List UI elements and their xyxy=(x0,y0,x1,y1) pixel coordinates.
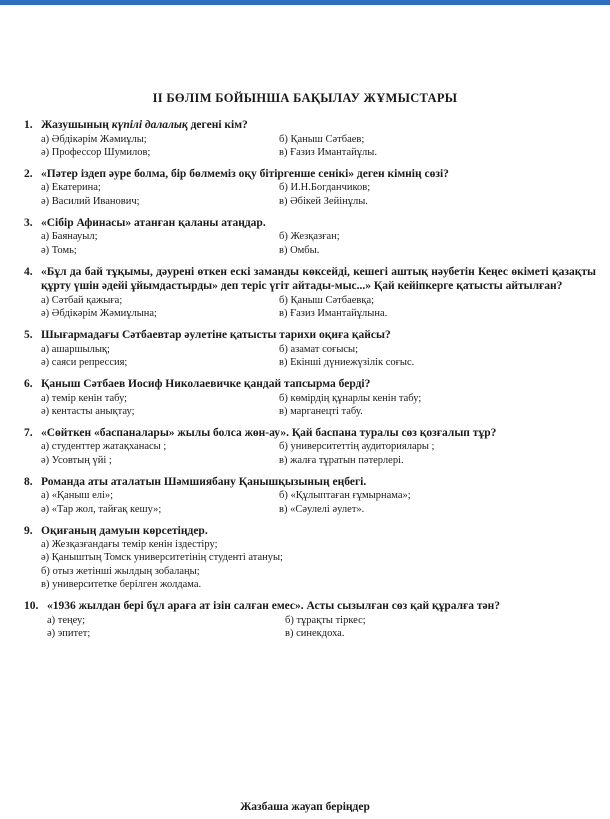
top-accent-bar xyxy=(0,0,610,5)
answer-option: б) отыз жетінші жылдың зобалаңы; xyxy=(41,565,200,577)
question-heading xyxy=(24,599,596,614)
answer-option: в) «Сәулелі әулет». xyxy=(279,503,365,515)
question-number: 4. xyxy=(24,265,33,278)
question-8 xyxy=(24,475,596,516)
answer-option: в) Әбікей Зейінұлы. xyxy=(279,195,368,207)
answer-option: в) Ғазиз Имантайұлы. xyxy=(279,146,377,158)
answer-option: а) Екатерина; xyxy=(41,182,101,194)
question-heading xyxy=(24,426,596,441)
question-text xyxy=(41,118,596,133)
answer-option: б) тұрақты тіркес; xyxy=(285,614,366,626)
question-text: «1936 жылдан бері бұл араға ат ізін салған емес». Асты сызылған сөз қай құралға тән? xyxy=(47,600,501,613)
answer-options xyxy=(24,614,596,640)
question-text: «Сөйткен «баспаналары» жылы болса жөн-ау». Қай баспана туралы сөз қозғалып тұр? xyxy=(41,426,497,439)
answer-option: б) көмірдің құнарлы кенін табу; xyxy=(279,392,422,404)
question-heading xyxy=(24,328,596,343)
answer-option: в) университетке берілген жолдама. xyxy=(41,578,202,590)
answer-option: ә) Қаныштың Томск университетінің студенті атануы; xyxy=(41,552,283,564)
question-number: 3. xyxy=(24,216,33,229)
question-number: 8. xyxy=(24,475,33,488)
answer-options xyxy=(24,538,596,591)
answer-option: б) азамат соғысы; xyxy=(279,343,359,355)
question-text: Шығармадағы Сәтбаевтар әулетіне қатысты тарихи оқиға қайсы? xyxy=(41,329,391,342)
answer-options xyxy=(24,230,596,256)
answer-option: ә) «Тар жол, тайғақ кешу»; xyxy=(41,503,162,515)
answer-options xyxy=(24,489,596,515)
question-number: 10. xyxy=(24,600,39,613)
question-heading xyxy=(24,167,596,182)
question-4 xyxy=(24,265,596,320)
answer-options xyxy=(24,440,596,466)
answer-option: ә) Усовтың үйі ; xyxy=(41,454,112,466)
answer-option: а) ашаршылық; xyxy=(41,343,110,355)
answer-option: в) марганецті табу. xyxy=(279,405,363,417)
question-3 xyxy=(24,216,596,257)
answer-option: б) Жезқазған; xyxy=(279,231,340,243)
question-number: 9. xyxy=(24,524,33,537)
question-number: 5. xyxy=(24,329,33,342)
answer-option: в) Омбы. xyxy=(279,244,320,256)
answer-option: в) Ғазиз Имантайұлына. xyxy=(279,307,388,319)
question-text: «Пәтер іздеп әуре болма, бір бөлмеміз оқу бітіргенше сенікі» деген кімнің сөзі? xyxy=(41,167,449,180)
answer-option: ә) саяси репрессия; xyxy=(41,356,128,368)
answer-option: б) университеттің аудиториялары ; xyxy=(279,441,435,453)
answer-option: в) Екінші дүниежүзілік соғыс. xyxy=(279,356,415,368)
answer-options xyxy=(24,294,596,320)
answer-option: ә) Профессор Шумилов; xyxy=(41,146,151,158)
answer-option: а) «Қаныш елі»; xyxy=(41,490,114,502)
answer-option: ә) Томь; xyxy=(41,244,77,256)
question-text: Романда аты аталатын Шәмшиябану Қанышқызының еңбегі. xyxy=(41,475,367,488)
answer-option: б) Қаныш Сәтбаевқа; xyxy=(279,294,375,306)
answer-options xyxy=(24,343,596,369)
question-heading xyxy=(24,265,596,294)
answer-option: б) Қаныш Сәтбаев; xyxy=(279,133,365,145)
answer-options xyxy=(24,181,596,207)
answer-option: ә) Василий Иванович; xyxy=(41,195,140,207)
answer-option: а) теңеу; xyxy=(47,614,86,626)
question-number: 2. xyxy=(24,167,33,180)
question-number: 6. xyxy=(24,378,33,391)
question-number: 1. xyxy=(24,119,33,131)
question-10 xyxy=(24,599,596,640)
answer-option: в) синекдоха. xyxy=(285,627,345,639)
answer-option: а) студенттер жатақханасы ; xyxy=(41,441,167,453)
answer-option: ә) Әбдікәрім Жәмиұлына; xyxy=(41,307,157,319)
question-heading xyxy=(24,118,596,133)
question-heading xyxy=(24,377,596,392)
question-6 xyxy=(24,377,596,418)
footer-instruction: Жазбаша жауап беріңдер xyxy=(240,801,370,813)
question-text-end: дегені кім? xyxy=(187,119,248,131)
question-5 xyxy=(24,328,596,369)
answer-option: а) Баянауыл; xyxy=(41,231,98,243)
answer-options xyxy=(24,133,596,159)
question-7 xyxy=(24,426,596,467)
answer-option: б) И.Н.Богданчиков; xyxy=(279,182,371,194)
question-text: Оқиғаның дамуын көрсетіңдер. xyxy=(41,524,208,537)
question-text: «Сібір Афинасы» атанған қаланы атаңдар. xyxy=(41,216,266,229)
question-number: 7. xyxy=(24,426,33,439)
question-heading xyxy=(24,524,596,539)
question-text: Қаныш Сәтбаев Иосиф Николаевичке қандай тапсырма берді? xyxy=(41,378,371,391)
page-title: II БӨЛІМ БОЙЫНША БАҚЫЛАУ ЖҰМЫСТАРЫ xyxy=(152,91,458,105)
answer-option: б) «Құлыптаған ғұмырнама»; xyxy=(279,490,411,502)
question-text-start: Жазушының xyxy=(41,119,112,131)
question-text-emphasis: күпілі далалық xyxy=(111,119,188,131)
question-text: «Бұл да бай тұқымы, дәурені өткен ескі заманды көксейді, кешегі аштық нәубетін Кеңес өкіметі қазақты құрту үшін әдейі ұйымдастырды» деп теріс үгіт айтады-мыс...» Қай кейіпкерге қатысты айтылған? xyxy=(41,265,596,293)
answer-option: а) Жезқазғандағы темір кенін іздестіру; xyxy=(41,539,218,551)
question-heading xyxy=(24,216,596,231)
answer-option: а) Әбдікәрім Жәмиұлы; xyxy=(41,133,147,145)
answer-option: в) жалға тұратын пәтерлері. xyxy=(279,454,404,466)
answer-option: а) темір кенін табу; xyxy=(41,392,128,404)
question-9 xyxy=(24,524,596,591)
question-list xyxy=(24,118,596,648)
question-1 xyxy=(24,118,596,159)
answer-options xyxy=(24,392,596,418)
question-2 xyxy=(24,167,596,208)
question-heading xyxy=(24,475,596,490)
answer-option: ә) эпитет; xyxy=(47,627,91,639)
answer-option: ә) кентасты анықтау; xyxy=(41,405,135,417)
answer-option: а) Сәтбай қажыға; xyxy=(41,294,123,306)
